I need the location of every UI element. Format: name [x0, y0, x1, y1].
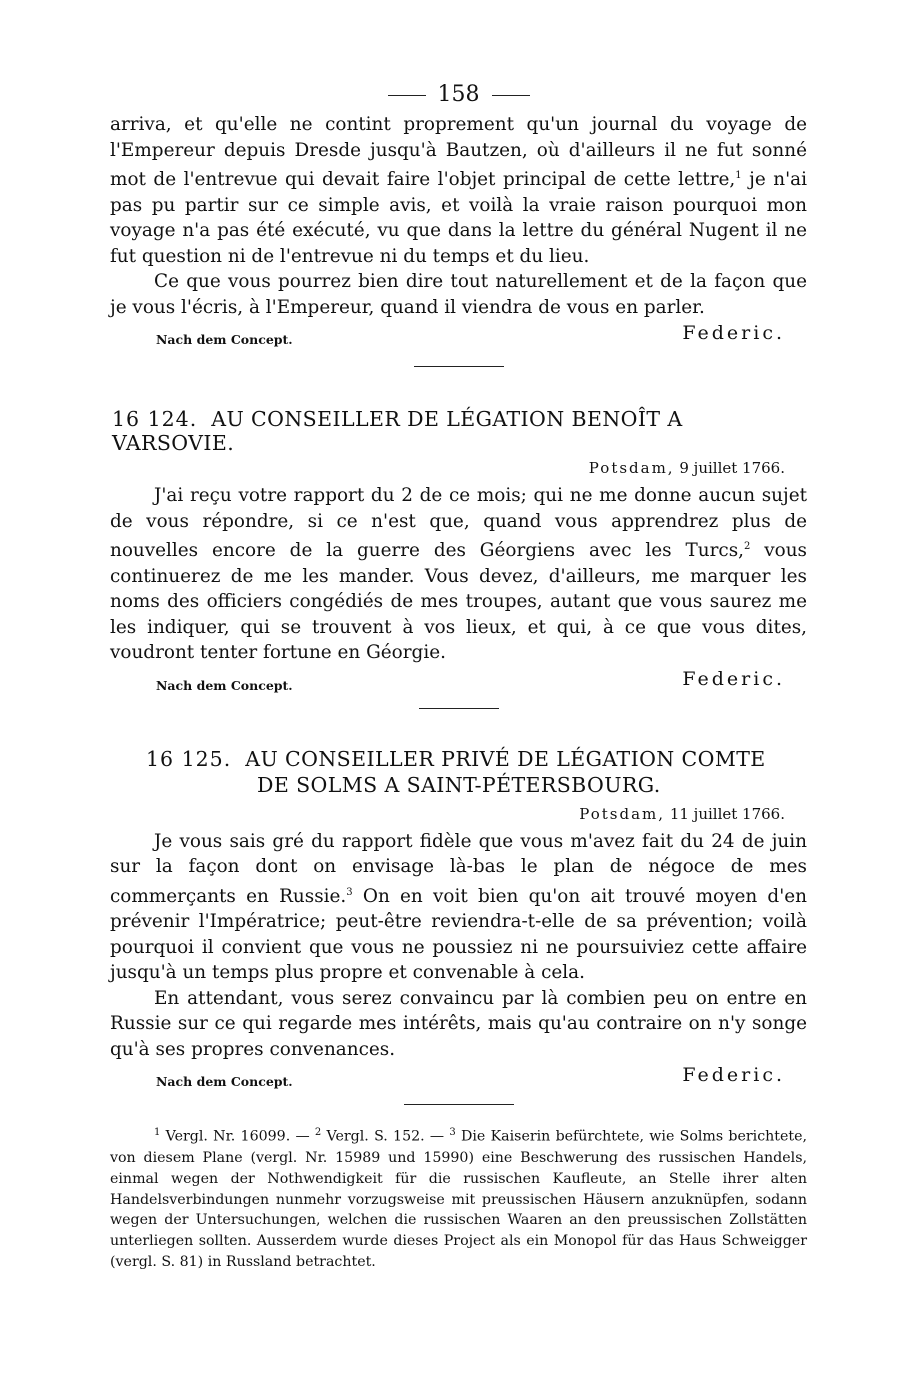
letter-signature-line: [110, 668, 807, 698]
footnote-ref-3: 3: [346, 886, 353, 898]
letter-place: Potsdam,: [579, 804, 666, 823]
letter-text-a: J'ai reçu votre rapport du 2 de ce mois; qui ne me donne aucun sujet de vous répondre, si ce n'est que, quand vous apprendrez plus de nouvelles encore de la guerre des Géorgiens avec les Turcs,: [110, 485, 807, 562]
letter-heading: [112, 407, 807, 455]
signature: Federic.: [682, 322, 785, 345]
letter-signature-line: [110, 1064, 807, 1094]
continuation-paragraph-2: Ce que vous pourrez bien dire tout naturellement et de la façon que je vous l'écris, à l'Empereur, quand il viendra de vous en parler.: [110, 271, 807, 318]
header-dash-right: [492, 95, 530, 96]
continuation-text-a: arriva, et qu'elle ne contint proprement qu'un journal du voyage de l'Empereur depuis Dresde jusqu'à Bautzen, où d'ailleurs il ne fut sonné mot de l'entrevue qui devait faire l'objet principal de cette lettre,: [110, 114, 807, 191]
letter-title: AU CONSEILLER DE LÉGATION BENOÎT A VARSOVIE.: [112, 407, 683, 456]
source-note: Nach dem Concept.: [156, 1074, 293, 1090]
continuation-paragraph-1: [110, 112, 807, 269]
letter-text-b: On en voit bien qu'on ait trouvé moyen d'en prévenir l'Impératrice; peut-être reviendra-t-elle de sa prévention; voilà pourquoi il convient que vous ne poussiez ni ne poursuiviez cette affaire jusqu'à un temps plus propre et convenable à cela.: [110, 885, 807, 984]
page-header: [110, 78, 807, 112]
letter-date: 9 juillet 1766.: [679, 459, 785, 478]
letter-number: 16 125.: [146, 746, 232, 771]
footnote-3: Die Kaiserin befürchtete, wie Solms berichtete, von diesem Plane (vergl. Nr. 15989 und 15990) eine Beschwerung des russischen Handels, einmal wegen der Nothwendigkeit für die russischen Kaufleute, an Stelle ihrer alten Handelsverbindungen nunmehr vorzugsweise mit preussischen Häusern anzuknüpfen, sodann wegen der Untersuchungen, welchen die russischen Waaren an den preussischen Zollstätten unterliegen sollten. Ausserdem wurde dieses Project als ein Monopol für das Haus Schweigger (vergl. S. 81) in Russland betrachtet.: [110, 1129, 807, 1270]
letter-body: [110, 829, 807, 986]
continuation-text-b: je n'ai pas pu partir sur ce simple avis, et voilà la vraie raison pourquoi mon voyage n'a pas été exécuté, vu que dans la lettre du général Nugent il ne fut question ni de l'entrevue ni du temps et du lieu.: [110, 169, 807, 267]
footnote-separator: [404, 1104, 514, 1105]
letter-number: 16 124.: [112, 407, 198, 432]
footnote-mark-3: 3: [449, 1127, 456, 1139]
letter-date: 11 juillet 1766.: [669, 804, 785, 823]
letter-title: AU CONSEILLER PRIVÉ DE LÉGATION COMTE: [245, 746, 766, 771]
footnote-2: Vergl. S. 152. —: [321, 1129, 450, 1146]
continuation-signature-line: [110, 322, 807, 352]
footnote-ref-2: 2: [743, 541, 751, 553]
footnote-mark-2: 2: [314, 1127, 322, 1139]
letter-text-b: vous continuerez de me les mander. Vous devez, d'ailleurs, me marquer les noms des officiers congédiés de mes troupes, autant que vous saurez me les indiquer, qui se trouvent à vos lieux, et qui, à ce que vous dites, voudront tenter fortune en Géorgie.: [110, 540, 807, 664]
footnote-1: Vergl. Nr. 16099. —: [160, 1129, 315, 1146]
letter-body: [110, 483, 807, 666]
letter-dateline: [110, 805, 785, 823]
footnotes: [110, 1123, 807, 1272]
header-dash-left: [388, 95, 426, 96]
letter-dateline: [110, 459, 785, 477]
source-note: Nach dem Concept.: [156, 677, 293, 693]
footnote-block: [110, 1123, 807, 1272]
letter-body-paragraph-2: En attendant, vous serez convaincu par là combien peu on entre en Russie sur ce qui regarde mes intérêts, mais qu'au contraire on n'y songe qu'à ses propres convenances.: [110, 987, 807, 1060]
signature: Federic.: [682, 1064, 785, 1087]
section-divider: [414, 366, 504, 367]
letter-heading: [146, 747, 807, 771]
letter-place: Potsdam,: [588, 459, 675, 478]
source-note: Nach dem Concept.: [156, 332, 293, 348]
footnote-ref-1: 1: [735, 170, 742, 181]
page: [110, 78, 807, 1273]
signature: Federic.: [682, 667, 785, 690]
page-number: 158: [437, 82, 480, 107]
footnote-mark-1: 1: [154, 1127, 161, 1139]
letter-title-continued: DE SOLMS A SAINT-PÉTERSBOURG.: [257, 772, 661, 797]
letter-text-a: Je vous sais gré du rapport fidèle que vous m'avez fait du 24 de juin sur la façon dont on envisage là-bas le plan de négoce de mes commerçants en Russie.: [110, 830, 807, 907]
section-divider: [419, 708, 499, 709]
